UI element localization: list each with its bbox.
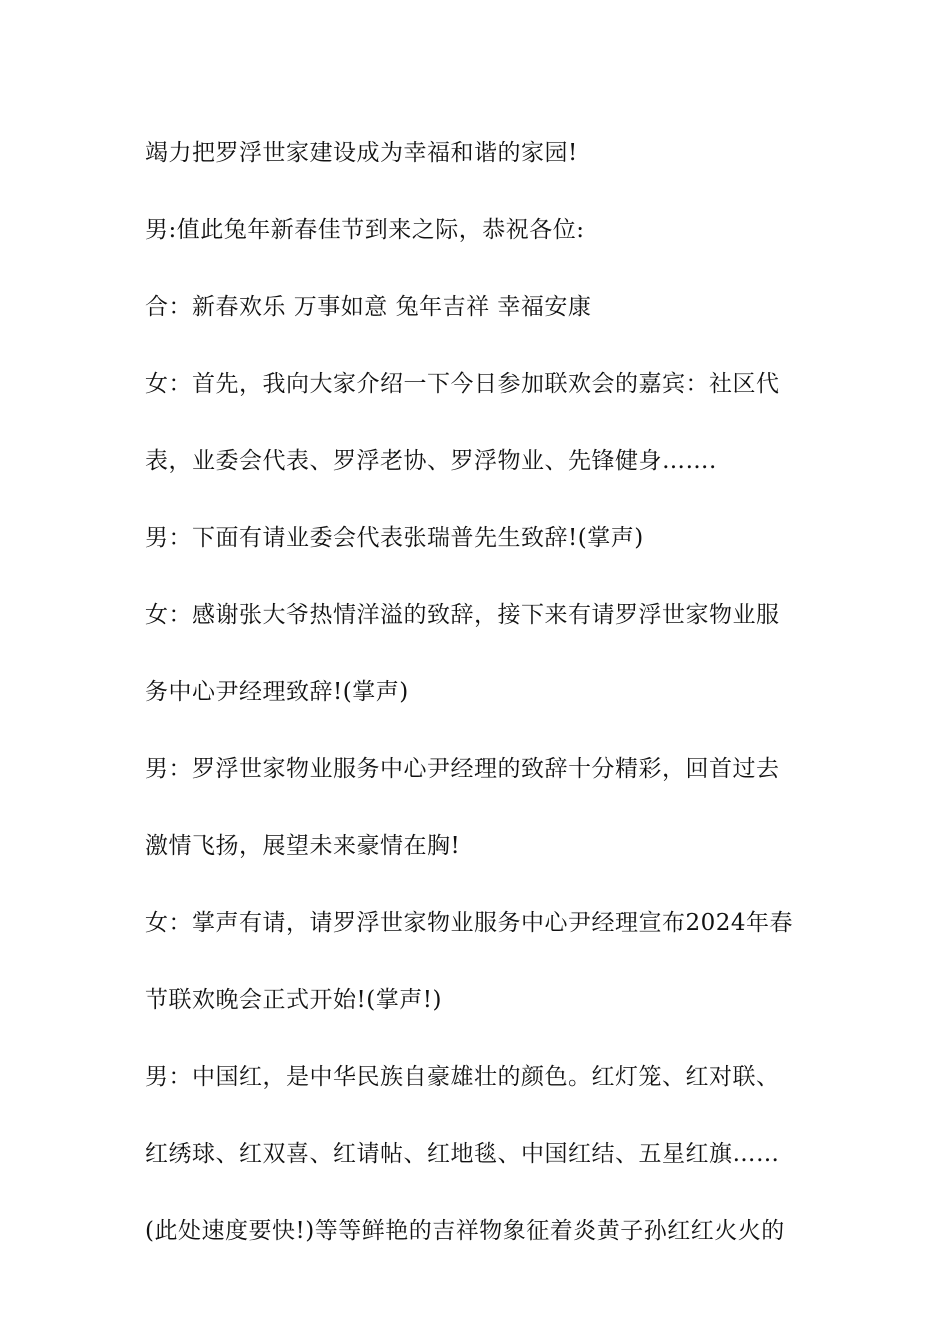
- text-line: 激情飞扬，展望未来豪情在胸!: [145, 833, 461, 859]
- text-line: 女：掌声有请，请罗浮世家物业服务中心尹经理宣布2024年春: [145, 910, 794, 936]
- text-line: 女：首先，我向大家介绍一下今日参加联欢会的嘉宾：社区代: [145, 371, 780, 397]
- text-line: 男：中国红，是中华民族自豪雄壮的颜色。红灯笼、红对联、: [145, 1064, 780, 1090]
- text-line: 男：下面有请业委会代表张瑞普先生致辞!(掌声): [145, 525, 644, 551]
- text-line: 合：新春欢乐 万事如意 兔年吉祥 幸福安康: [145, 294, 592, 320]
- text-line: (此处速度要快!)等等鲜艳的吉祥物象征着炎黄子孙红红火火的: [145, 1218, 785, 1244]
- text-line: 男:值此兔年新春佳节到来之际，恭祝各位:: [145, 217, 585, 243]
- text-line: 红绣球、红双喜、红请帖、红地毯、中国红结、五星红旗……: [145, 1141, 780, 1167]
- text-line: 女：感谢张大爷热情洋溢的致辞，接下来有请罗浮世家物业服: [145, 602, 780, 628]
- text-line: 表，业委会代表、罗浮老协、罗浮物业、先锋健身…….: [145, 448, 717, 474]
- document-body: [145, 133, 810, 1288]
- text-line: 男：罗浮世家物业服务中心尹经理的致辞十分精彩，回首过去: [145, 756, 780, 782]
- text-line: 竭力把罗浮世家建设成为幸福和谐的家园!: [145, 140, 578, 166]
- text-line: 务中心尹经理致辞!(掌声): [145, 679, 409, 705]
- text-line: 节联欢晚会正式开始!(掌声!): [145, 987, 442, 1013]
